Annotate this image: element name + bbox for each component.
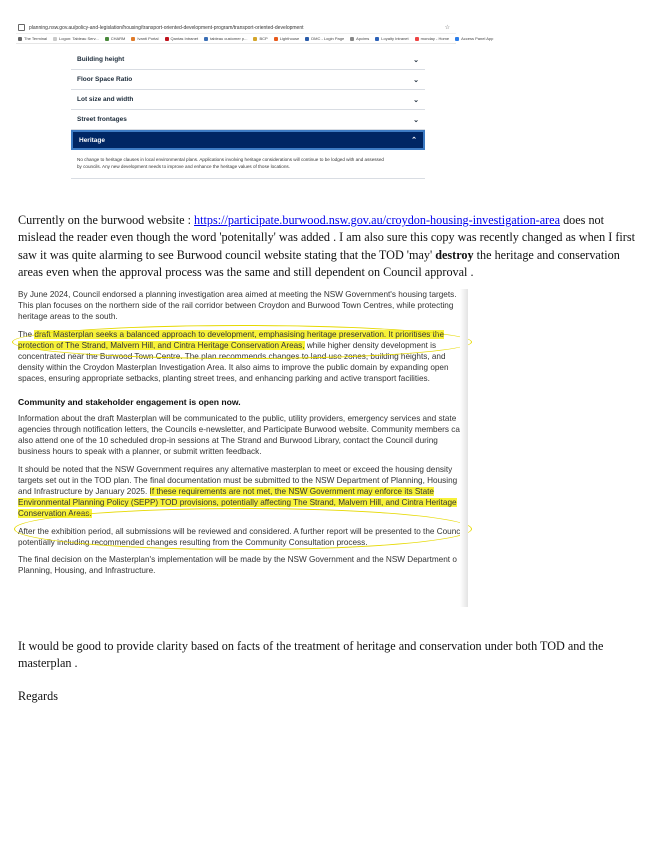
signoff: Regards bbox=[18, 689, 58, 703]
accordion-building-height bbox=[71, 50, 425, 70]
excerpt-paragraph bbox=[18, 289, 468, 323]
bookmark-icon bbox=[165, 37, 169, 41]
excerpt-line: This plan focuses on the northern side of the rail corridor between Croydon and Burwood Town Centres, while protecting bbox=[18, 301, 454, 311]
excerpt-line bbox=[18, 329, 468, 340]
accordion-title: Street frontages bbox=[77, 116, 127, 123]
bookmark-star-icon: ☆ bbox=[444, 25, 450, 31]
bookmark-item: The Terminal bbox=[18, 36, 47, 41]
excerpt-line: concentrated near the Burwood Town Centre. The plan recommends changes to land use zones, building heights, and bbox=[18, 352, 446, 362]
bookmark-icon bbox=[131, 37, 135, 41]
burwood-link[interactable]: https://participate.burwood.nsw.gov.au/croydon-housing-investigation-area bbox=[194, 213, 561, 227]
accordion-title: Lot size and width bbox=[77, 96, 134, 103]
highlighted-text: Conservation Areas. bbox=[18, 509, 92, 519]
comment-paragraph-2: It would be good to provide clarity based on facts of the treatment of heritage and conservation under both TOD and the masterplan . bbox=[18, 639, 604, 671]
chevron-down-icon: ⌄ bbox=[413, 76, 419, 84]
accordion-title: Floor Space Ratio bbox=[77, 76, 133, 83]
excerpt-line bbox=[18, 508, 468, 519]
bookmark-item: Qantas Intranet bbox=[165, 36, 199, 41]
bookmark-icon bbox=[350, 37, 354, 41]
bookmark-icon bbox=[18, 37, 22, 41]
highlighted-text: Environmental Planning Policy (SEPP) TOD provisions, potentially affecting The Strand, Malvern Hill, and Cintra Heritage bbox=[18, 498, 457, 508]
excerpt-line: density within the Croydon Masterplan Investigation Area. It also aims to improve the public domain by expanding open bbox=[18, 363, 449, 373]
excerpt-line: It should be noted that the NSW Government requires any alternative masterplan to meet or exceed the housing density bbox=[18, 464, 453, 474]
highlighted-text: draft Masterplan seeks a balanced approach to development, emphasising heritage preservation. It prioritises the bbox=[34, 329, 444, 339]
excerpt-line: The final decision on the Masterplan's implementation will be made by the NSW Government and the NSW Department o bbox=[18, 555, 457, 565]
heritage-body-line: by councils. Any new development needs to improve and enhance the heritage values of those locations. bbox=[77, 164, 290, 169]
chevron-down-icon: ⌄ bbox=[413, 96, 419, 104]
excerpt-paragraph bbox=[18, 329, 468, 385]
bookmarks-bar bbox=[16, 34, 494, 44]
excerpt-line: After the exhibition period, all submissions will be reviewed and considered. A further report will be presented to the Counc bbox=[18, 526, 461, 536]
excerpt-paragraph bbox=[18, 554, 468, 576]
excerpt-line: business hours to speak with a planner, or submit written feedback. bbox=[18, 447, 262, 457]
para-text: does not mislead the reader even though the word 'potenitally' was added . I am also sure this copy was recently changed as when I first saw it was quite alarming to see Burwood council website stating that the TOD 'may' bbox=[18, 213, 635, 262]
engagement-heading: Community and stakeholder engagement is open now. bbox=[18, 396, 241, 407]
address-bar bbox=[16, 22, 456, 34]
bookmark-item: Apcims bbox=[350, 36, 369, 41]
highlighted-text: protection of The Strand, Malvern Hill, and Cintra Heritage Conservation Areas, bbox=[18, 340, 305, 350]
bookmark-item: DMC - Login Page bbox=[305, 36, 344, 41]
heritage-screenshot bbox=[16, 22, 494, 200]
bookmark-icon bbox=[53, 37, 57, 41]
highlighted-text: If these requirements are not met, the NSW Government may enforce its State bbox=[149, 487, 434, 497]
excerpt-line: Planning, Housing, and Infrastructure. bbox=[18, 566, 156, 576]
excerpt-paragraph bbox=[18, 464, 468, 520]
excerpt-line: By June 2024, Council endorsed a planning investigation area aimed at meeting the NSW Government's housing targets. bbox=[18, 290, 457, 299]
accordion-title: Building height bbox=[77, 56, 125, 63]
excerpt-line: spaces, ensuring appropriate setbacks, planting street trees, and enhancing parking and active transport facilities. bbox=[18, 374, 430, 384]
excerpt-text: while higher density development is bbox=[304, 340, 437, 350]
chevron-up-icon: ⌃ bbox=[411, 137, 417, 144]
excerpt-line: heritage areas to the south. bbox=[18, 312, 118, 322]
accordion-title: Heritage bbox=[79, 136, 106, 144]
bookmark-item: monday - Home bbox=[415, 36, 449, 41]
excerpt-text: and Infrastructure by January 2025. bbox=[18, 487, 150, 497]
bookmark-icon bbox=[305, 37, 309, 41]
excerpt-line: Information about the draft Masterplan will be communicated to the public, utility providers, emergency services and state bbox=[18, 413, 457, 423]
url-text: planning.nsw.gov.au/policy-and-legislation/housing/transport-oriented-development-program/transport-oriented-development bbox=[29, 24, 304, 31]
accordion-street-frontages bbox=[71, 110, 425, 130]
burwood-excerpt-screenshot bbox=[18, 289, 468, 607]
excerpt-line: agencies through notification letters, the Councils e-newsletter, and Participate Burwood website. Community members ca bbox=[18, 425, 460, 435]
chevron-down-icon: ⌄ bbox=[413, 116, 419, 124]
excerpt-line: potentially including recommended changes resulting from the Community Consultation process. bbox=[18, 537, 368, 547]
bookmark-item: Loyalty Intranet bbox=[375, 36, 408, 41]
excerpt-paragraph bbox=[18, 526, 468, 548]
accordion-lot-size bbox=[71, 90, 425, 110]
bookmark-item: Access Panel App bbox=[455, 36, 493, 41]
heritage-panel-body bbox=[71, 150, 425, 179]
bookmark-item: BCP bbox=[253, 36, 267, 41]
bookmark-item: CHARM bbox=[105, 36, 126, 41]
accordion-floor-space-ratio bbox=[71, 70, 425, 90]
planning-controls-accordion bbox=[71, 50, 425, 179]
accordion-heritage bbox=[71, 130, 425, 150]
excerpt-text: The bbox=[18, 329, 35, 339]
emphasis-destroy: destroy bbox=[435, 247, 474, 262]
bookmark-icon bbox=[274, 37, 278, 41]
excerpt-line bbox=[18, 486, 468, 497]
bookmark-item: Ivanti Portal bbox=[131, 36, 158, 41]
para-text: Currently on the burwood website : bbox=[18, 213, 195, 227]
site-info-icon bbox=[18, 24, 25, 31]
excerpt-line bbox=[18, 340, 468, 351]
bookmark-icon bbox=[415, 37, 419, 41]
excerpt-line bbox=[18, 497, 468, 508]
heritage-body-line: No change to heritage clauses in local environmental plans. Applications involving heritage considerations will continue to be lodged with and assessed bbox=[77, 157, 384, 162]
bookmark-icon bbox=[455, 37, 459, 41]
scroll-edge bbox=[460, 289, 468, 607]
bookmark-item: Logon: Tableau Serv... bbox=[53, 36, 99, 41]
bookmark-icon bbox=[204, 37, 208, 41]
bookmark-icon bbox=[375, 37, 379, 41]
bookmark-icon bbox=[253, 37, 257, 41]
bookmark-icon bbox=[105, 37, 109, 41]
excerpt-line: targets set out in the TOD plan. The final documentation must be submitted to the NSW Department of Planning, Housing bbox=[18, 475, 458, 485]
excerpt-line: also attend one of the 10 scheduled drop-in sessions at The Strand and Burwood Library, contact the Council during bbox=[18, 436, 438, 446]
bookmark-item: tableau customer p... bbox=[204, 36, 247, 41]
chevron-down-icon: ⌄ bbox=[413, 56, 419, 64]
excerpt-paragraph bbox=[18, 413, 468, 458]
para-text: the heritage and conservation areas even when the approval process was the same and still dependent on Council approval . bbox=[18, 247, 620, 280]
comment-paragraph-1 bbox=[18, 212, 638, 282]
bookmark-item: Lighthouse bbox=[274, 36, 300, 41]
